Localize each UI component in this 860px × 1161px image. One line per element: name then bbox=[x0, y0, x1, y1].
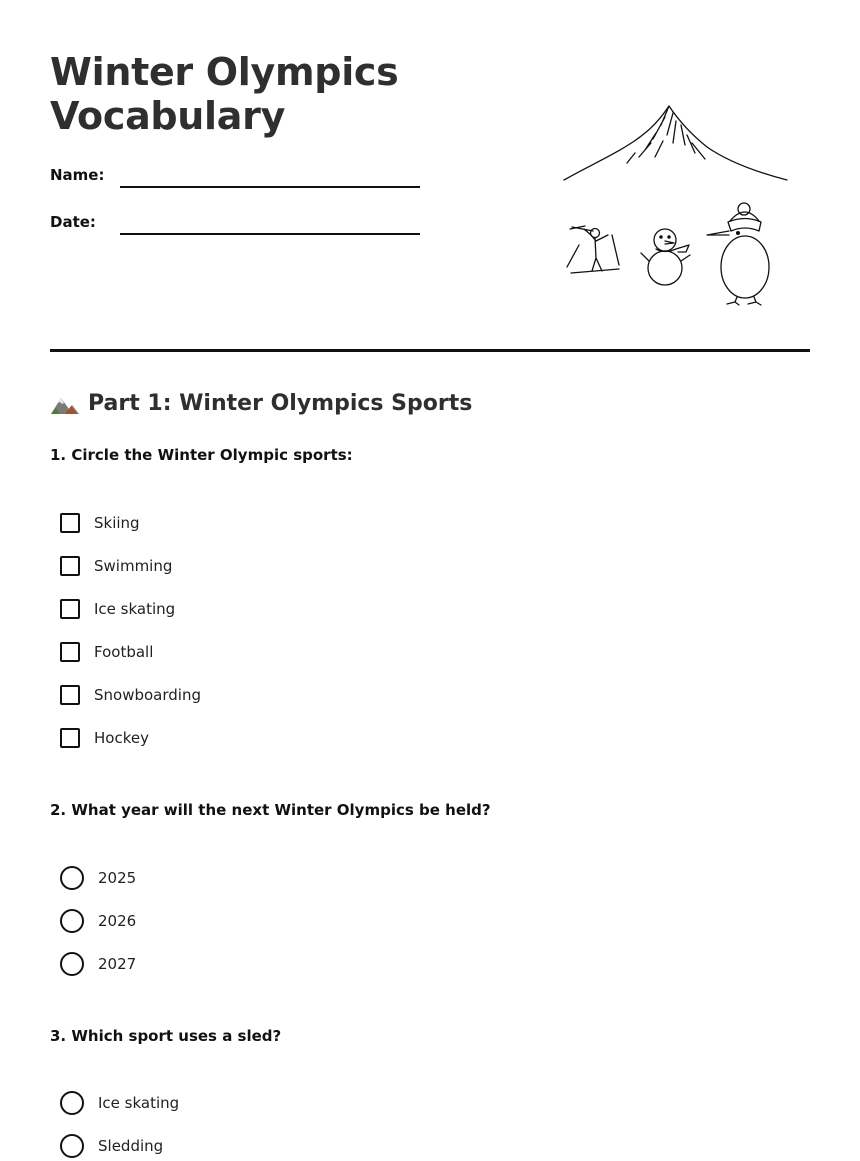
option-label: Football bbox=[94, 643, 154, 661]
title-line-1: Winter Olympics bbox=[50, 50, 399, 94]
q1-option[interactable] bbox=[60, 597, 175, 621]
option-label: Ice skating bbox=[94, 600, 176, 618]
q3-option[interactable] bbox=[60, 1134, 163, 1158]
q1-option[interactable] bbox=[60, 726, 149, 750]
skier-drawing bbox=[567, 226, 619, 273]
q2-option[interactable] bbox=[60, 909, 136, 933]
q1-option[interactable] bbox=[60, 683, 201, 707]
mountain-icon bbox=[50, 393, 80, 415]
q1-option[interactable] bbox=[60, 511, 140, 535]
checkbox[interactable] bbox=[60, 728, 80, 748]
date-field[interactable] bbox=[50, 213, 420, 237]
winter-illustration bbox=[555, 95, 800, 310]
question-1: 1. Circle the Winter Olympic sports: bbox=[50, 446, 353, 464]
date-input-line[interactable] bbox=[120, 233, 420, 235]
q1-option[interactable] bbox=[60, 554, 172, 578]
option-label: 2026 bbox=[98, 912, 137, 930]
option-label: Ice skating bbox=[98, 1094, 180, 1112]
snowman-drawing bbox=[641, 229, 690, 285]
radio-button[interactable] bbox=[60, 909, 84, 933]
option-label: Swimming bbox=[94, 557, 173, 575]
checkbox[interactable] bbox=[60, 599, 80, 619]
q2-option[interactable] bbox=[60, 866, 136, 890]
section-heading-part1 bbox=[50, 388, 472, 420]
checkbox[interactable] bbox=[60, 513, 80, 533]
option-label: 2027 bbox=[98, 955, 137, 973]
header-divider bbox=[50, 349, 810, 352]
radio-button[interactable] bbox=[60, 1134, 84, 1158]
question-2: 2. What year will the next Winter Olympics be held? bbox=[50, 801, 491, 819]
section-heading-text: Part 1: Winter Olympics Sports bbox=[88, 391, 473, 416]
page-title bbox=[50, 50, 398, 138]
name-field[interactable] bbox=[50, 166, 420, 190]
mountain-drawing bbox=[564, 106, 787, 180]
radio-button[interactable] bbox=[60, 1091, 84, 1115]
kiwi-bird-drawing bbox=[707, 203, 769, 305]
option-label: Snowboarding bbox=[94, 686, 201, 704]
option-label: Skiing bbox=[94, 514, 140, 532]
option-label: 2025 bbox=[98, 869, 137, 887]
name-label: Name: bbox=[50, 166, 105, 184]
question-3: 3. Which sport uses a sled? bbox=[50, 1027, 282, 1045]
option-label: Sledding bbox=[98, 1137, 164, 1155]
title-line-2: Vocabulary bbox=[50, 94, 286, 138]
name-input-line[interactable] bbox=[120, 186, 420, 188]
checkbox[interactable] bbox=[60, 556, 80, 576]
checkbox[interactable] bbox=[60, 685, 80, 705]
radio-button[interactable] bbox=[60, 952, 84, 976]
q1-option[interactable] bbox=[60, 640, 153, 664]
checkbox[interactable] bbox=[60, 642, 80, 662]
radio-button[interactable] bbox=[60, 866, 84, 890]
option-label: Hockey bbox=[94, 729, 149, 747]
q3-option[interactable] bbox=[60, 1091, 179, 1115]
q2-option[interactable] bbox=[60, 952, 136, 976]
date-label: Date: bbox=[50, 213, 96, 231]
